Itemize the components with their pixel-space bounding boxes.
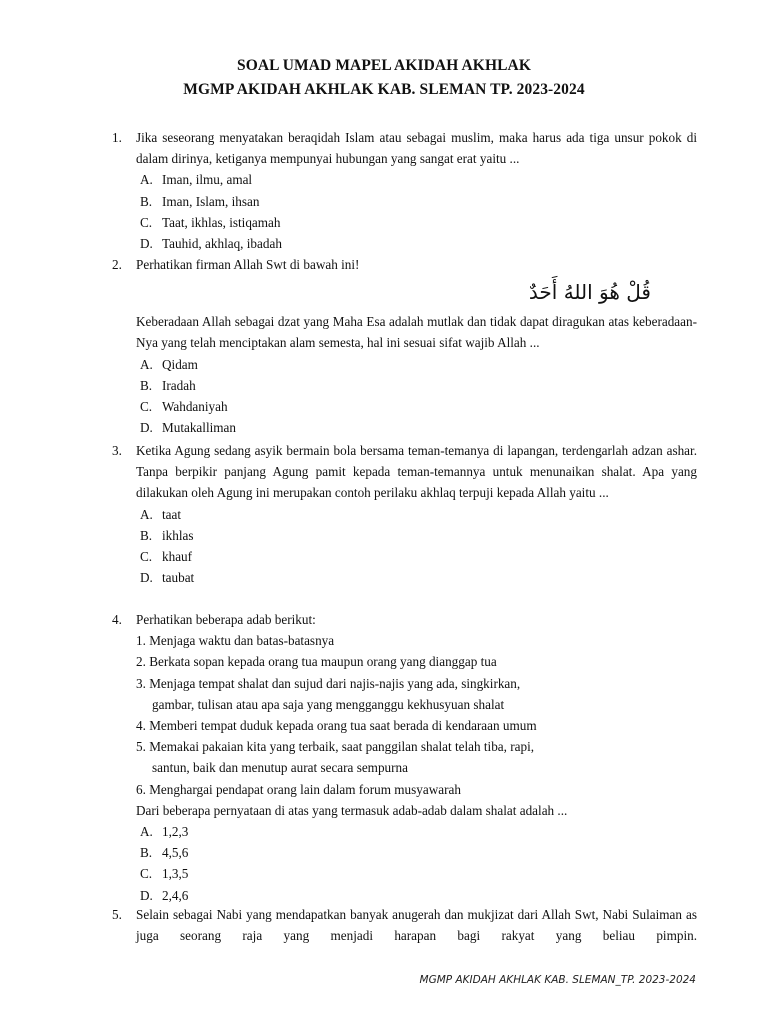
option-a — [136, 504, 697, 525]
option-d — [136, 567, 697, 588]
statement-5-continued: santun, baik dan menutup aurat secara sempurna — [152, 760, 408, 776]
question-text-2: Dari beberapa pernyataan di atas yang termasuk adab-adab dalam shalat adalah ... — [136, 802, 568, 818]
option-letter: C. — [140, 549, 153, 565]
option-c — [136, 396, 697, 417]
question-text-2: Keberadaan Allah sebagai dzat yang Maha Esa adalah mutlak dan tidak dapat diragukan atas keberadaan-Nya yang telah menciptakan alam semesta, hal ini sesuai sifat wajib Allah ... — [136, 314, 697, 351]
option-c — [136, 863, 697, 884]
option-text: Qidam — [162, 356, 198, 372]
option-text: 2,4,6 — [162, 887, 189, 903]
option-letter: A. — [140, 172, 153, 188]
option-b — [136, 191, 697, 212]
option-text: 4,5,6 — [162, 845, 189, 861]
question-2 — [112, 254, 697, 438]
statement-5: 5. Memakai pakaian kita yang terbaik, saat panggilan shalat telah tiba, rapi, — [136, 739, 535, 755]
question-5 — [112, 904, 697, 946]
option-b — [136, 525, 697, 546]
question-text: Selain sebagai Nabi yang mendapatkan banyak anugerah dan mukjizat dari Allah Swt, Nabi Sulaiman as juga seorang raja yang menjadi harapan bagi rakyat yang beliau pimpin. — [136, 907, 697, 944]
question-number: 2. — [112, 257, 122, 272]
question-number: 5. — [112, 907, 122, 922]
option-b — [136, 375, 697, 396]
option-letter: B. — [140, 193, 153, 209]
option-a — [136, 169, 697, 190]
option-letter: D. — [140, 236, 153, 252]
option-text: taubat — [162, 570, 195, 586]
page-footer: MGMP AKIDAH AKHLAK KAB. SLEMAN_TP. 2023-2024 — [419, 974, 696, 986]
option-letter: B. — [140, 527, 153, 543]
option-c — [136, 546, 697, 567]
option-text: Tauhid, akhlaq, ibadah — [162, 236, 282, 252]
question-text: Perhatikan beberapa adab berikut: — [136, 612, 316, 627]
option-text: taat — [162, 506, 182, 522]
option-letter: B. — [140, 845, 153, 861]
option-text: khauf — [162, 549, 193, 565]
option-letter: C. — [140, 866, 153, 882]
option-text: Taat, ikhlas, istiqamah — [162, 214, 281, 230]
option-text: Iman, Islam, ihsan — [162, 193, 260, 209]
option-letter: B. — [140, 377, 153, 393]
statement-6: 6. Menghargai pendapat orang lain dalam forum musyawarah — [136, 781, 461, 797]
option-text: Iradah — [162, 377, 196, 393]
option-c — [136, 212, 697, 233]
option-letter: D. — [140, 420, 153, 436]
option-text: ikhlas — [162, 527, 194, 543]
option-d — [136, 885, 697, 906]
statement-1: 1. Menjaga waktu dan batas-batasnya — [136, 633, 335, 649]
document-subtitle: MGMP AKIDAH AKHLAK KAB. SLEMAN TP. 2023-2024 — [183, 81, 585, 98]
option-text: Mutakalliman — [162, 420, 236, 436]
question-number: 4. — [112, 612, 122, 627]
statement-3: 3. Menjaga tempat shalat dan sujud dari najis-najis yang ada, singkirkan, — [136, 675, 521, 691]
option-letter: A. — [140, 506, 153, 522]
option-d — [136, 417, 697, 438]
statement-2: 2. Berkata sopan kepada orang tua maupun orang yang dianggap tua — [136, 654, 497, 670]
statement-3-continued: gambar, tulisan atau apa saja yang mengganggu kekhusyuan shalat — [152, 696, 505, 712]
option-text: 1,3,5 — [162, 866, 189, 882]
question-number: 3. — [112, 443, 122, 458]
question-text: Jika seseorang menyatakan beraqidah Islam atau sebagai muslim, maka harus ada tiga unsur pokok di dalam dirinya, ketiganya mempunyai hubungan yang sangat erat yaitu ... — [136, 130, 697, 167]
option-letter: A. — [140, 824, 153, 840]
option-text: Wahdaniyah — [162, 399, 228, 415]
question-text: Ketika Agung sedang asyik bermain bola bersama teman-temanya di lapangan, terdengarlah adzan ashar. Tanpa berpikir panjang Agung pamit kepada teman-temannya untuk menunaikan shalat. Apa yang dilakukan oleh Agung ini merupakan contoh perilaku akhlaq terpuji kepada Allah yaitu ... — [136, 443, 697, 501]
option-letter: C. — [140, 214, 153, 230]
question-1 — [112, 127, 697, 254]
option-letter: D. — [140, 887, 153, 903]
arabic-verse: قُلْ هُوَ اللهُ أَحَدٌ — [528, 280, 651, 305]
question-3 — [112, 440, 697, 588]
option-letter: C. — [140, 399, 153, 415]
option-text: 1,2,3 — [162, 824, 189, 840]
option-d — [136, 233, 697, 254]
option-letter: D. — [140, 570, 153, 586]
statement-4: 4. Memberi tempat duduk kepada orang tua saat berada di kendaraan umum — [136, 718, 537, 734]
option-letter: A. — [140, 356, 153, 372]
option-a — [136, 821, 697, 842]
question-4 — [112, 609, 697, 906]
option-a — [136, 354, 697, 375]
document-title: SOAL UMAD MAPEL AKIDAH AKHLAK — [237, 57, 531, 74]
option-b — [136, 842, 697, 863]
question-text: Perhatikan firman Allah Swt di bawah ini! — [136, 257, 360, 272]
option-text: Iman, ilmu, amal — [162, 172, 253, 188]
question-number: 1. — [112, 130, 122, 145]
